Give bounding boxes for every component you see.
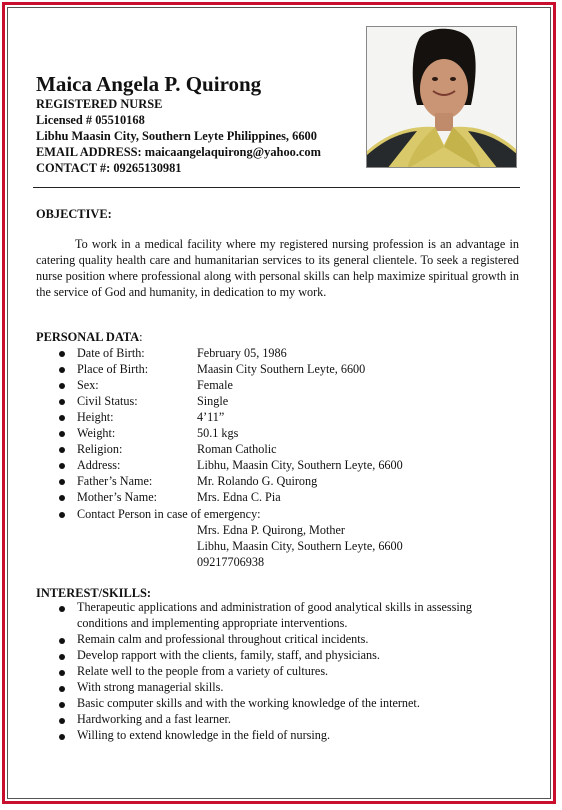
job-title: REGISTERED NURSE <box>36 97 163 111</box>
list-item <box>0 377 560 393</box>
field-value: Mr. Rolando G. Quirong <box>197 474 318 488</box>
field-value: 4’11” <box>197 410 225 424</box>
field-value: Libhu, Maasin City, Southern Leyte, 6600 <box>197 458 403 472</box>
emergency-contact-phone: 09217706938 <box>197 555 265 569</box>
objective-heading: OBJECTIVE: <box>36 207 112 221</box>
list-item <box>0 361 560 377</box>
field-value: Single <box>197 394 229 408</box>
applicant-photo <box>366 26 517 168</box>
emergency-contact-address: Libhu, Maasin City, Southern Leyte, 6600 <box>197 539 403 553</box>
field-label: Address: <box>77 458 121 472</box>
field-value: Mrs. Edna C. Pia <box>197 490 281 504</box>
list-item <box>0 473 560 489</box>
skill-item: Remain calm and professional throughout critical incidents. <box>77 632 369 646</box>
bullet-icon <box>59 718 65 724</box>
field-label: Father’s Name: <box>77 474 153 488</box>
field-value: Female <box>197 378 233 392</box>
bullet-icon <box>59 686 65 692</box>
skill-item: With strong managerial skills. <box>77 680 224 694</box>
list-item <box>0 345 560 361</box>
personal-data-colon: : <box>139 330 143 344</box>
email-address: EMAIL ADDRESS: maicaangelaquirong@yahoo.com <box>36 145 321 159</box>
personal-data-title: PERSONAL DATA <box>36 330 140 344</box>
field-value: February 05, 1986 <box>197 346 287 360</box>
personal-data-heading <box>36 329 143 345</box>
emergency-contact-item <box>0 506 560 522</box>
bullet-icon <box>59 670 65 676</box>
field-value: Maasin City Southern Leyte, 6600 <box>197 362 366 376</box>
header-divider <box>33 187 520 188</box>
bullet-icon <box>59 479 65 485</box>
skill-item: Develop rapport with the clients, family, staff, and physicians. <box>77 648 380 662</box>
bullet-icon <box>59 463 65 469</box>
bullet-icon <box>59 383 65 389</box>
skill-item: Willing to extend knowledge in the field of nursing. <box>77 728 331 742</box>
skill-item: Relate well to the people from a variety of cultures. <box>77 664 329 678</box>
field-label: Date of Birth: <box>77 346 145 360</box>
emergency-contact-name: Mrs. Edna P. Quirong, Mother <box>197 523 345 537</box>
field-label: Civil Status: <box>77 394 138 408</box>
emergency-contact-label: Contact Person in case of emergency: <box>77 507 261 521</box>
bullet-icon <box>59 399 65 405</box>
field-label: Place of Birth: <box>77 362 149 376</box>
license-number: Licensed # 05510168 <box>36 113 145 127</box>
skill-item: Hardworking and a fast learner. <box>77 712 231 726</box>
objective-text: To work in a medical facility where my registered nursing profession is an advantage in catering quality health care and humanitarian services to its general clientele. To seek a registered nurse position where professional along with personal skills can help maximize spiritual growth in the service of God and humanity, in dedication to my work. <box>36 237 519 300</box>
list-item <box>0 425 560 441</box>
bullet-icon <box>59 654 65 660</box>
bullet-icon <box>59 447 65 453</box>
bullet-icon <box>59 638 65 644</box>
bullet-icon <box>59 606 65 612</box>
field-value: Roman Catholic <box>197 442 277 456</box>
field-value: 50.1 kgs <box>197 426 239 440</box>
list-item <box>0 409 560 425</box>
list-item <box>0 393 560 409</box>
bullet-icon <box>59 512 65 518</box>
applicant-name: Maica Angela P. Quirong <box>36 72 262 96</box>
bullet-icon <box>59 431 65 437</box>
bullet-icon <box>59 351 65 357</box>
list-item <box>0 441 560 457</box>
list-item <box>0 489 560 505</box>
emergency-contact-line <box>0 538 560 554</box>
field-label: Sex: <box>77 378 99 392</box>
bullet-icon <box>59 734 65 740</box>
list-item <box>0 457 560 473</box>
skills-heading: INTEREST/SKILLS: <box>36 586 152 600</box>
emergency-contact-line <box>0 522 560 538</box>
emergency-contact-line <box>0 554 560 570</box>
skill-item: Basic computer skills and with the working knowledge of the internet. <box>77 696 420 710</box>
home-address: Libhu Maasin City, Southern Leyte Philippines, 6600 <box>36 129 317 143</box>
field-label: Height: <box>77 410 114 424</box>
contact-number: CONTACT #: 09265130981 <box>36 161 182 175</box>
field-label: Weight: <box>77 426 116 440</box>
field-label: Mother’s Name: <box>77 490 157 504</box>
bullet-icon <box>59 367 65 373</box>
bullet-icon <box>59 415 65 421</box>
bullet-icon <box>59 495 65 501</box>
skill-item: Therapeutic applications and administration of good analytical skills in assessing conditions and implementing appropriate interventions. <box>77 600 472 630</box>
bullet-icon <box>59 702 65 708</box>
field-label: Religion: <box>77 442 123 456</box>
